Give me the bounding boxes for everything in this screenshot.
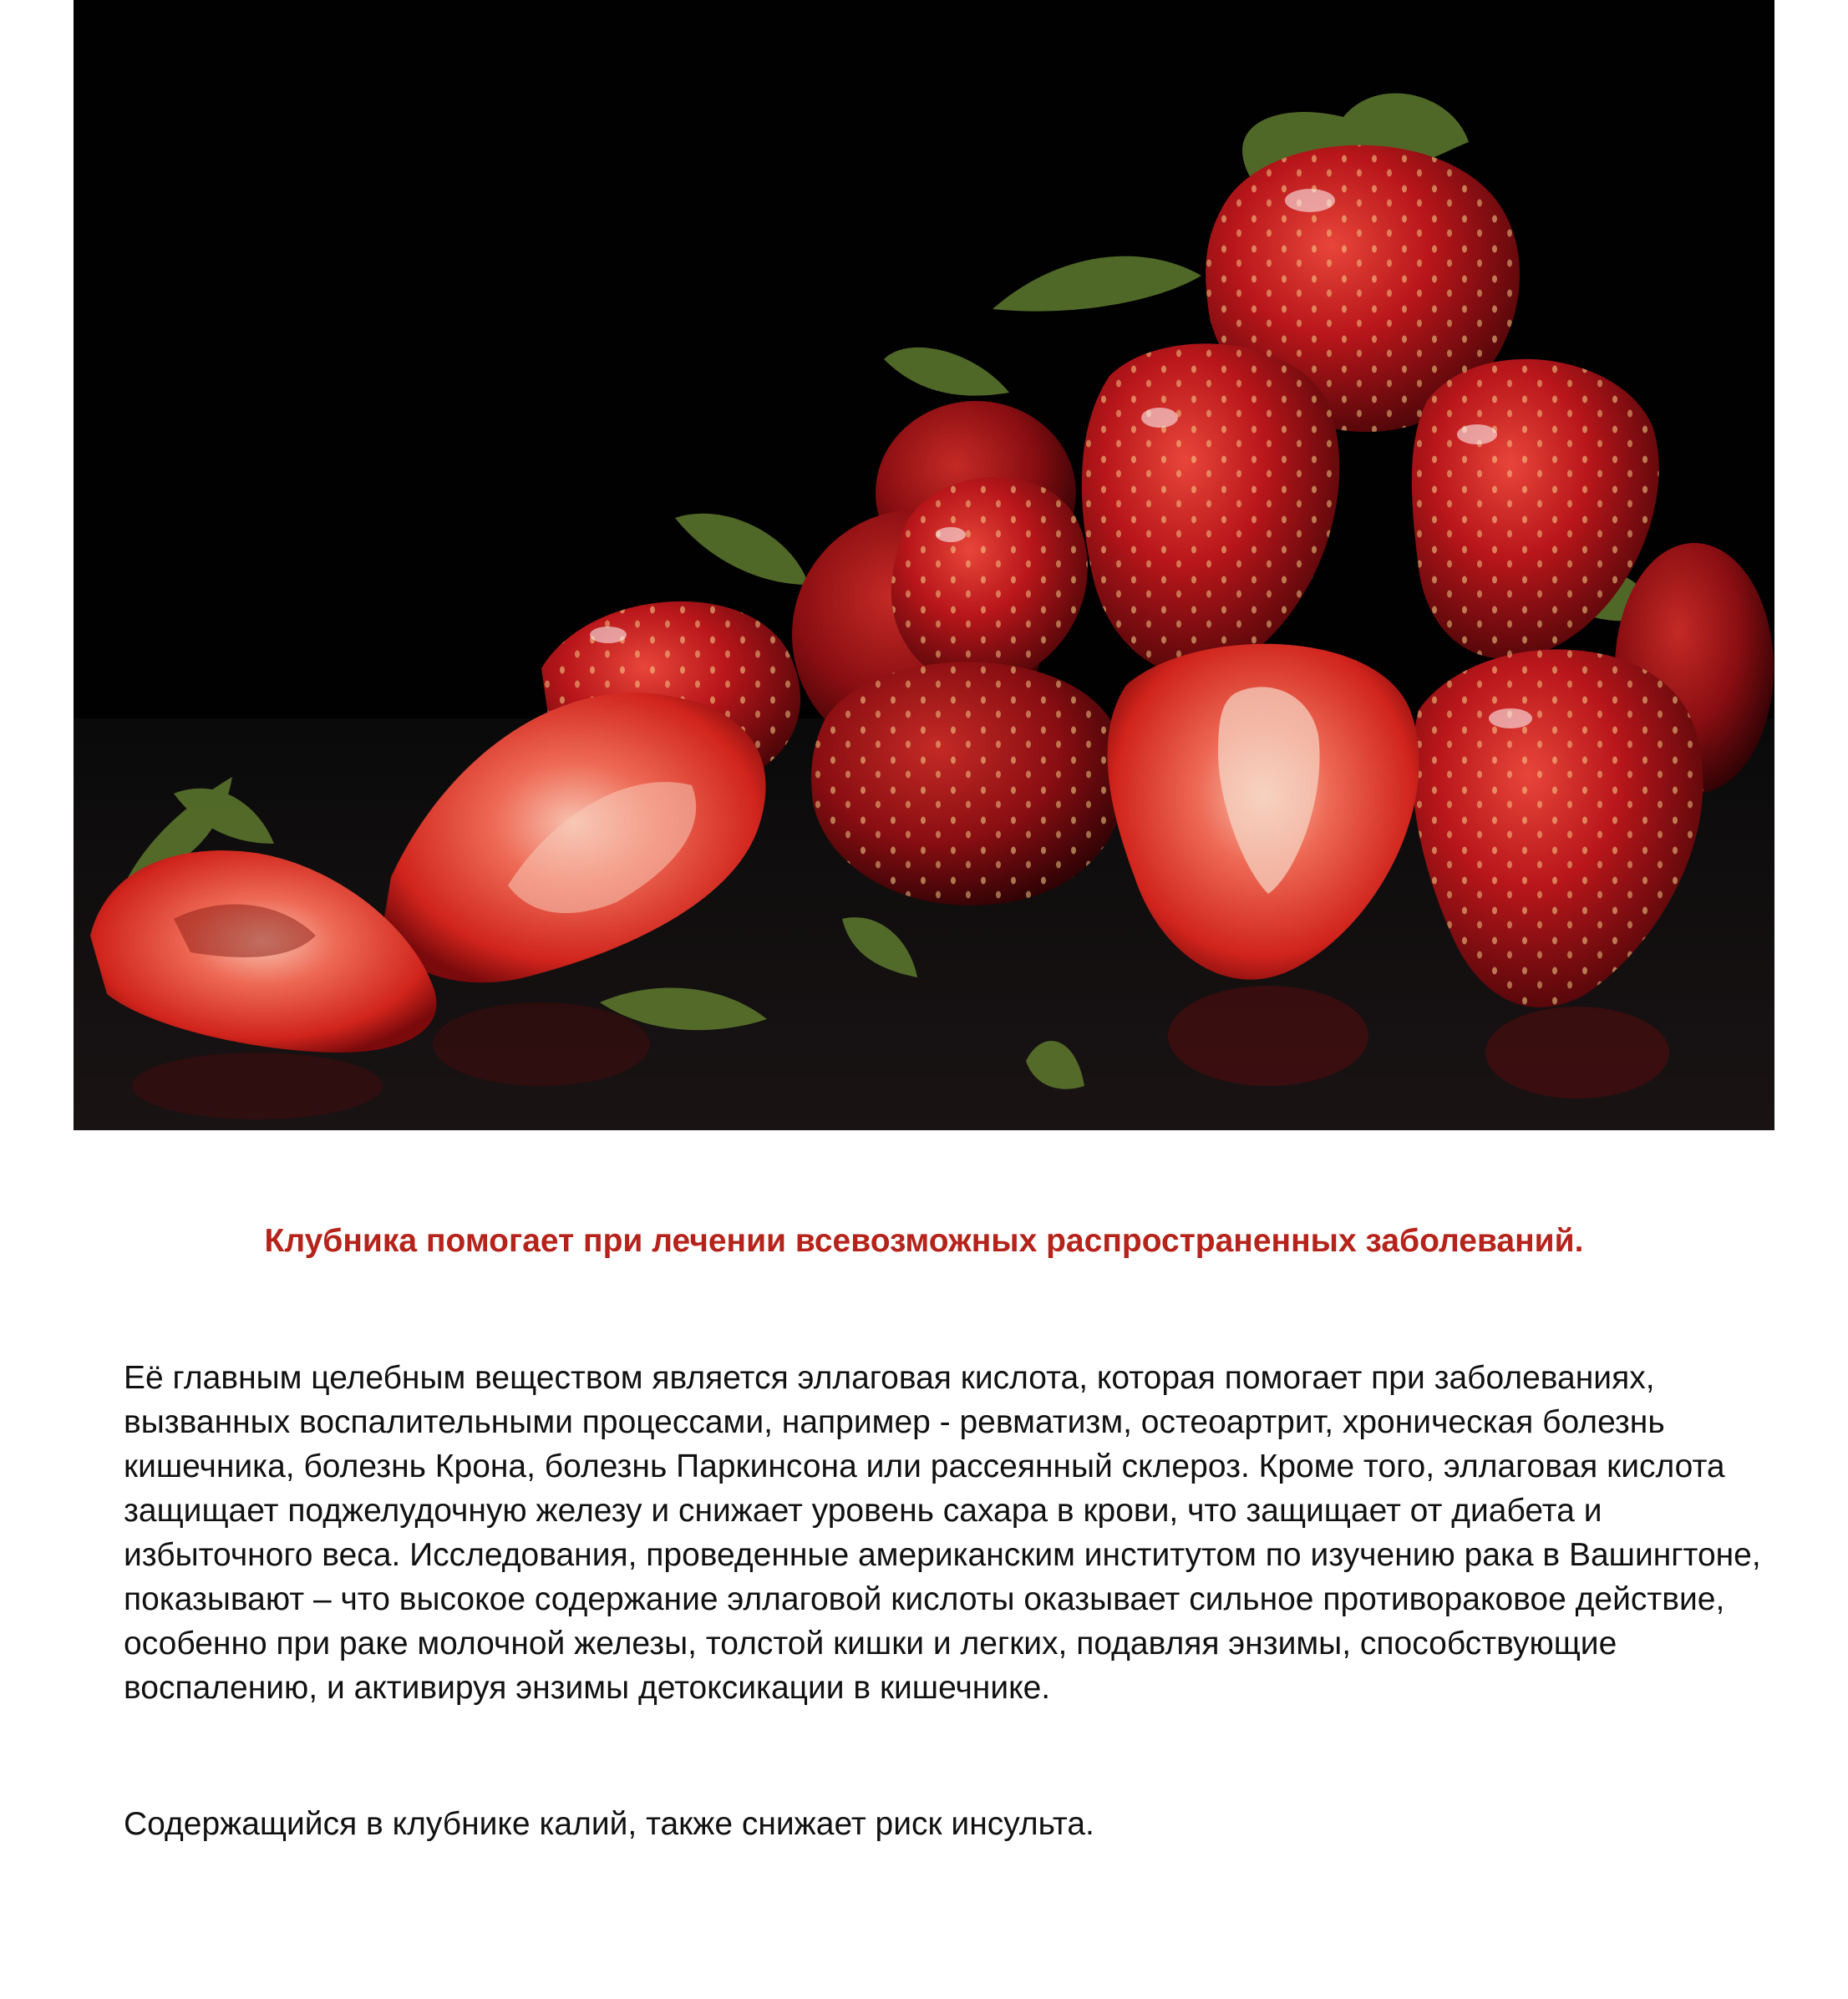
headline: Клубника помогает при лечении всевозможных распространенных заболеваний. [264, 1223, 1584, 1259]
strawberry-photo [74, 0, 1774, 1130]
body-paragraph: Её главным целебным веществом является эллаговая кислота, которая помогает при заболеваниях, вызванных воспалительными процессами, например - ревматизм, остеоартрит, хроническая болезнь кишечника, болезнь Крона, болезнь Паркинсона или рассеянный склероз. Кроме того, эллаговая кислота защищает поджелудочную железу и снижает уровень сахара в крови, что защищает от диабета и избыточного веса. Исследования, проведенные американским институтом по изучению рака в Вашингтоне, показывают – что высокое содержание эллаговой кислоты оказывает сильное противораковое действие, особенно при раке молочной железы, толстой кишки и легких, подавляя энзимы, способствующие воспалению, и активируя энзимы детоксикации в кишечнике. [124, 1360, 1761, 1706]
body-paragraph: Содержащийся в клубнике калий, также снижает риск инсульта. [124, 1806, 1094, 1842]
